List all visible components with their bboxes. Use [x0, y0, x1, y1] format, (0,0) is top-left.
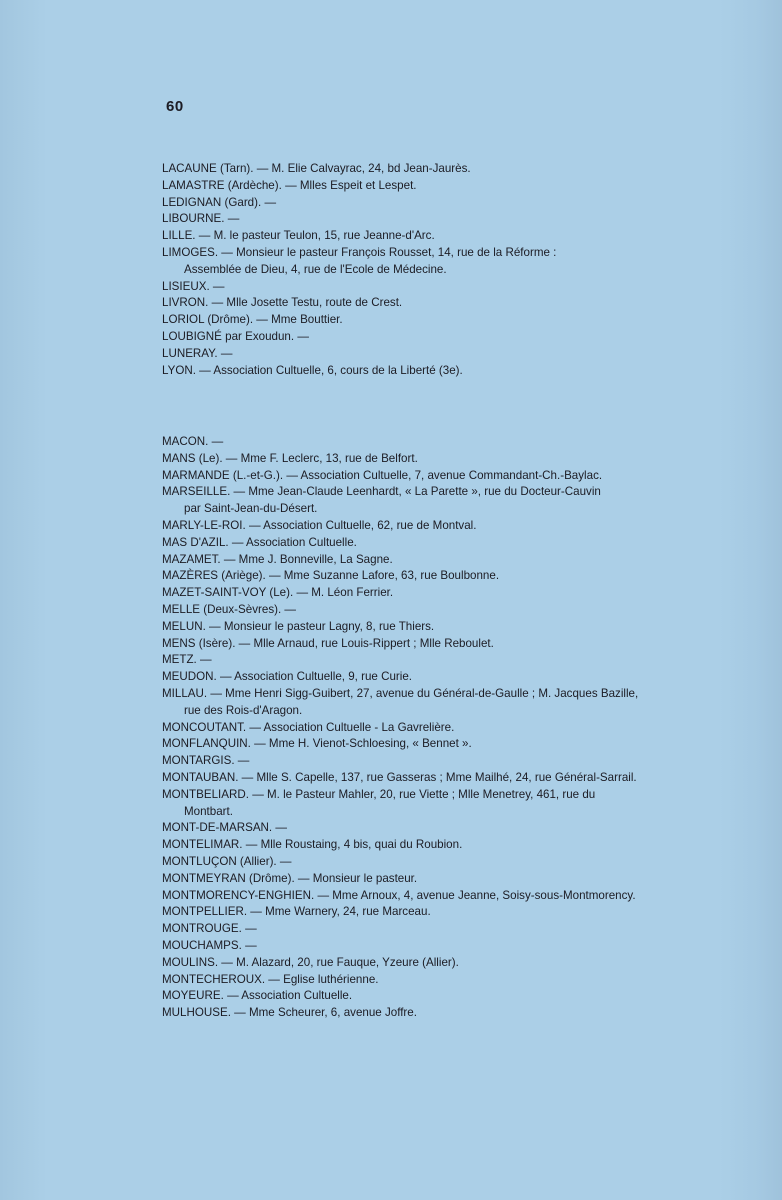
entry-contact: — Mlle Roustaing, 4 bis, quai du Roubion.: [242, 838, 463, 852]
directory-entry: [162, 161, 722, 178]
entry-contact: — Mme F. Leclerc, 13, rue de Belfort.: [222, 451, 418, 465]
entry-contact: — Association Cultuelle.: [223, 989, 353, 1003]
directory-entry: [162, 228, 722, 245]
entry-location: MELLE (Deux-Sèvres).: [162, 602, 282, 616]
entry-contact: — Mme Scheurer, 6, avenue Joffre.: [230, 1006, 417, 1020]
entry-location: MONT-DE-MARSAN.: [162, 821, 273, 835]
directory-section-m: [162, 434, 722, 1022]
entry-location: LISIEUX.: [162, 279, 210, 293]
directory-entry: [162, 787, 722, 821]
directory-entry: [162, 363, 722, 380]
entry-contact: —: [294, 329, 309, 343]
entry-contact: — M. Léon Ferrier.: [293, 586, 394, 600]
entry-location: MULHOUSE.: [162, 1006, 231, 1020]
entry-contact: —: [241, 938, 257, 952]
directory-entry: [162, 871, 722, 888]
entry-contact: — Monsieur le pasteur François Rousset, 14, rue de la Réforme :: [218, 245, 557, 259]
entry-continuation: par Saint-Jean-du-Désert.: [184, 502, 318, 516]
entry-contact: — Mlles Espeit et Lespet.: [281, 178, 417, 192]
entry-location: MONTMEYRAN (Drôme).: [162, 871, 295, 885]
entry-contact: —: [281, 602, 297, 616]
directory-entry: [162, 468, 722, 485]
page-number: 60: [166, 98, 184, 115]
entry-continuation: Assemblée de Dieu, 4, rue de l'Ecole de Médecine.: [184, 262, 447, 276]
entry-location: MAS D'AZIL.: [162, 535, 229, 549]
directory-entry: [162, 585, 722, 602]
directory-entry: [162, 434, 722, 451]
entry-location: MEUDON.: [162, 670, 217, 684]
entry-location: LACAUNE (Tarn).: [162, 162, 254, 175]
directory-entry: [162, 312, 722, 329]
directory-entry: [162, 346, 722, 363]
entry-location: MOUCHAMPS.: [162, 938, 242, 952]
entry-location: MONTMORENCY-ENGHIEN.: [162, 888, 315, 902]
directory-entry: [162, 938, 722, 955]
entry-location: MAZÈRES (Ariège).: [162, 569, 266, 583]
directory-entry: [162, 279, 722, 296]
entry-contact: — Mlle Josette Testu, route de Crest.: [208, 296, 403, 310]
entry-contact: —: [276, 854, 292, 868]
entry-location: MONTBELIARD.: [162, 787, 249, 801]
entry-contact: — Mme J. Bonneville, La Sagne.: [220, 552, 393, 566]
entry-contact: — M. le pasteur Teulon, 15, rue Jeanne-d'Arc.: [195, 229, 435, 243]
directory-entry: [162, 854, 722, 871]
directory-entry: [162, 535, 722, 552]
entry-location: MACON.: [162, 435, 209, 448]
directory-entry: [162, 451, 722, 468]
entry-location: LOUBIGNÉ par Exoudun.: [162, 329, 295, 343]
entry-contact: — Eglise luthérienne.: [265, 972, 379, 986]
entry-location: LIMOGES.: [162, 245, 219, 259]
entry-contact: —: [224, 212, 240, 226]
entry-location: LORIOL (Drôme).: [162, 313, 254, 327]
entry-location: MONTELIMAR.: [162, 838, 243, 852]
directory-entry: [162, 552, 722, 569]
entry-contact: — Association Cultuelle, 9, rue Curie.: [216, 670, 413, 684]
entry-location: MARLY-LE-ROI.: [162, 518, 246, 532]
entry-contact: —: [261, 195, 277, 209]
entry-contact: — M. Alazard, 20, rue Fauque, Yzeure (Allier).: [218, 955, 459, 969]
entry-location: LIBOURNE.: [162, 212, 225, 226]
directory-entry: [162, 972, 722, 989]
directory-entry: [162, 329, 722, 346]
directory-entry: [162, 1005, 722, 1022]
entry-contact: —: [208, 435, 224, 448]
entry-contact: — Monsieur le pasteur Lagny, 8, rue Thiers.: [205, 619, 435, 633]
entry-location: MAZAMET.: [162, 552, 221, 566]
directory-entry: [162, 245, 722, 279]
directory-entry: [162, 988, 722, 1005]
directory-entry: [162, 753, 722, 770]
directory-entry: [162, 295, 722, 312]
entry-continuation: Montbart.: [184, 804, 233, 818]
entry-location: LILLE.: [162, 229, 196, 243]
entry-location: MENS (Isère).: [162, 636, 236, 650]
entry-contact: — M. le Pasteur Mahler, 20, rue Viette ; Mlle Menetrey, 461, rue du: [248, 787, 596, 801]
entry-contact: — Mme Henri Sigg-Guibert, 27, avenue du Général-de-Gaulle ; M. Jacques Bazille,: [207, 686, 639, 700]
entry-location: LUNERAY.: [162, 346, 218, 360]
directory-entry: [162, 820, 722, 837]
directory-entry: [162, 518, 722, 535]
entry-location: MONTECHEROUX.: [162, 972, 266, 986]
entry-contact: — Association Cultuelle.: [228, 535, 357, 549]
directory-entry: [162, 837, 722, 854]
entry-contact: — Mme Jean-Claude Leenhardt, « La Parette », rue du Docteur-Cauvin: [230, 485, 601, 499]
directory-entry: [162, 686, 722, 720]
directory-entry: [162, 955, 722, 972]
directory-entry: [162, 484, 722, 518]
entry-contact: —: [234, 754, 250, 768]
entry-contact: — Association Cultuelle, 62, rue de Montval.: [245, 518, 477, 532]
directory-entry: [162, 921, 722, 938]
directory-entry: [162, 195, 722, 212]
directory-entry: [162, 211, 722, 228]
entry-continuation: rue des Rois-d'Aragon.: [184, 703, 303, 717]
entry-location: MONFLANQUIN.: [162, 737, 251, 751]
entry-contact: — Mlle S. Capelle, 137, rue Gasseras ; Mme Mailhé, 24, rue Général-Sarrail.: [238, 770, 637, 784]
entry-location: MONTARGIS.: [162, 754, 235, 768]
entry-location: MILLAU.: [162, 686, 208, 700]
directory-entry: [162, 669, 722, 686]
entry-location: LYON.: [162, 363, 196, 377]
entry-location: MELUN.: [162, 619, 206, 633]
entry-location: MONCOUTANT.: [162, 720, 247, 734]
directory-entry: [162, 602, 722, 619]
directory-entry: [162, 652, 722, 669]
entry-location: MAZET-SAINT-VOY (Le).: [162, 586, 294, 600]
entry-location: LEDIGNAN (Gard).: [162, 195, 262, 209]
directory-entry: [162, 904, 722, 921]
directory-entry: [162, 736, 722, 753]
entry-contact: — Association Cultuelle - La Gavrelière.: [246, 720, 455, 734]
entry-location: MANS (Le).: [162, 451, 223, 465]
entry-contact: — Association Cultuelle, 6, cours de la Liberté (3e).: [195, 363, 463, 377]
entry-contact: —: [272, 821, 287, 835]
entry-location: LIVRON.: [162, 296, 209, 310]
entry-contact: — Monsieur le pasteur.: [294, 871, 418, 885]
entry-location: MOULINS.: [162, 955, 219, 969]
directory-entry: [162, 720, 722, 737]
directory-entry: [162, 888, 722, 905]
entry-location: MARSEILLE.: [162, 485, 231, 499]
directory-entry: [162, 770, 722, 787]
directory-entry: [162, 636, 722, 653]
entry-location: MONTLUÇON (Allier).: [162, 854, 277, 868]
directory-entry: [162, 619, 722, 636]
entry-location: METZ.: [162, 653, 197, 667]
entry-location: MONTPELLIER.: [162, 905, 248, 919]
entry-location: MARMANDE (L.-et-G.).: [162, 468, 284, 482]
entry-contact: — Association Cultuelle, 7, avenue Commandant-Ch.-Baylac.: [283, 468, 603, 482]
directory-entry: [162, 568, 722, 585]
directory-entry: [162, 178, 722, 195]
directory-section-l: [162, 161, 722, 379]
entry-contact: — Mme Bouttier.: [253, 313, 343, 327]
entry-contact: — Mme Arnoux, 4, avenue Jeanne, Soisy-sous-Montmorency.: [314, 888, 636, 902]
entry-location: MONTROUGE.: [162, 922, 242, 936]
entry-contact: —: [209, 279, 225, 293]
entry-contact: —: [241, 922, 257, 936]
entry-contact: — Mme H. Vienot-Schloesing, « Bennet ».: [250, 737, 472, 751]
entry-contact: — Mlle Arnaud, rue Louis-Rippert ; Mlle Reboulet.: [235, 636, 494, 650]
entry-contact: —: [196, 653, 212, 667]
entry-location: MOYEURE.: [162, 989, 224, 1003]
entry-contact: —: [217, 346, 233, 360]
entry-contact: — Mme Suzanne Lafore, 63, rue Boulbonne.: [265, 569, 500, 583]
entry-location: MONTAUBAN.: [162, 770, 239, 784]
entry-contact: — M. Elie Calvayrac, 24, bd Jean-Jaurès.: [253, 162, 471, 175]
entry-contact: — Mme Warnery, 24, rue Marceau.: [247, 905, 431, 919]
entry-location: LAMASTRE (Ardèche).: [162, 178, 282, 192]
